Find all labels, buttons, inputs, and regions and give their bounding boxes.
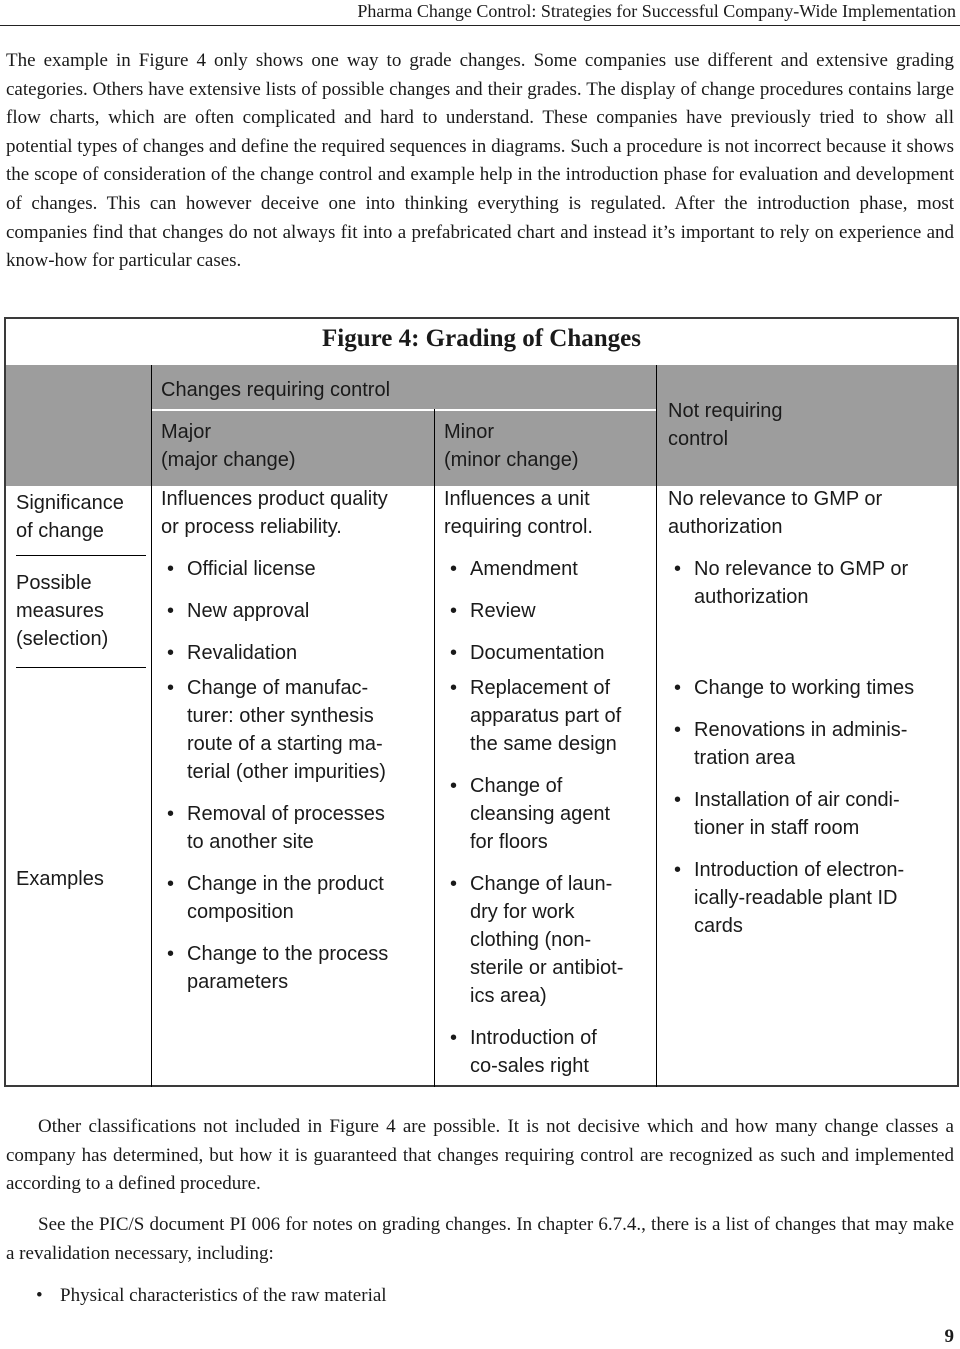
figure-title: Figure 4: Grading of Changes — [322, 325, 641, 352]
figure-grading-table — [4, 317, 959, 1087]
row-label-possible-measures: Possible measures (selection) — [16, 572, 109, 650]
classification-paragraph: Other classifications not included in Figure 4 are possible. It is not decisive which and how many change classes a company has determined, but how it is guaranteed that changes requiring control are recognized as such and implemented according to a defined procedure. — [6, 1116, 954, 1195]
list-item: • Review — [444, 597, 654, 625]
list-item: • Change to the process parameters — [161, 940, 431, 996]
measures-minor-list — [444, 555, 654, 681]
list-item: • Introduction of co-sales right — [444, 1024, 654, 1080]
measures-not-list — [668, 555, 953, 625]
list-item: • Documentation — [444, 639, 654, 667]
list-item: • Change in the product composition — [161, 870, 431, 926]
running-header — [0, 0, 960, 26]
header-not-requiring-control: Not requiring control — [668, 400, 783, 450]
list-item: • Official license — [161, 555, 431, 583]
header-major: Major (major change) — [161, 421, 296, 471]
column-rule — [434, 409, 435, 1087]
column-rule — [656, 365, 657, 1087]
list-item: • Change of manufac- turer: other synthesis route of a starting ma- terial (other impurities) — [161, 674, 431, 786]
list-item: • Change of cleansing agent for floors — [444, 772, 654, 856]
list-item: • Installation of air condi- tioner in staff room — [668, 786, 953, 842]
row-rule — [16, 555, 146, 556]
header-title: Pharma Change Control: Strategies for Successful Company-Wide Implementation — [357, 1, 956, 21]
list-item: • Removal of processes to another site — [161, 800, 431, 856]
header-minor: Minor (minor change) — [444, 421, 579, 471]
list-item: • Renovations in adminis- tration area — [668, 716, 953, 772]
page-number: 9 — [944, 1326, 954, 1347]
column-rule — [151, 365, 152, 1087]
list-item: • Introduction of electron- ically-readable plant ID cards — [668, 856, 953, 940]
pics-paragraph: See the PIC/S document PI 006 for notes on grading changes. In chapter 6.7.4., there is a list of changes that may make a revalidation necessary, including: — [6, 1214, 954, 1264]
measures-major-list — [161, 555, 431, 681]
header-changes-requiring-control: Changes requiring control — [161, 379, 391, 401]
significance-not: No relevance to GMP or authorization — [668, 488, 883, 538]
list-item: • Change to working times — [668, 674, 953, 702]
row-label-significance: Significance of change — [16, 492, 124, 542]
list-item: • No relevance to GMP or authorization — [668, 555, 953, 611]
intro-paragraph: The example in Figure 4 only shows one way to grade changes. Some companies use different and extensive grading categories. Others have extensive lists of possible changes and their grades. The display of change procedures contains large flow charts, which are often complicated and hard to understand. These companies have previously tried to show all potential types of changes and define the required sequences in diagrams. Such a procedure is not incorrect because it shows the scope of consideration of the change control and example help in the introduction phase for evaluation and development of changes. This can however deceive one into thinking everything is regulated. After the introduction phase, most companies find that changes do not always fit into a prefabricated chart and instead it’s important to rely on experience and know-how for particular cases. — [6, 50, 954, 272]
examples-not-list — [668, 674, 953, 954]
row-rule — [16, 667, 146, 668]
list-item: • Revalidation — [161, 639, 431, 667]
list-item: • Amendment — [444, 555, 654, 583]
list-item: • Physical characteristics of the raw material — [60, 1282, 387, 1311]
significance-minor: Influences a unit requiring control. — [444, 488, 593, 538]
requiring-separator — [151, 409, 656, 411]
row-label-examples: Examples — [16, 868, 104, 890]
examples-minor-list — [444, 674, 654, 1094]
list-item: • Change of laun- dry for work clothing (non- sterile or antibiot- ics area) — [444, 870, 654, 1010]
list-item: • Replacement of apparatus part of the same design — [444, 674, 654, 758]
list-item: • New approval — [161, 597, 431, 625]
examples-major-list — [161, 674, 431, 1010]
significance-major: Influences product quality or process reliability. — [161, 488, 388, 538]
